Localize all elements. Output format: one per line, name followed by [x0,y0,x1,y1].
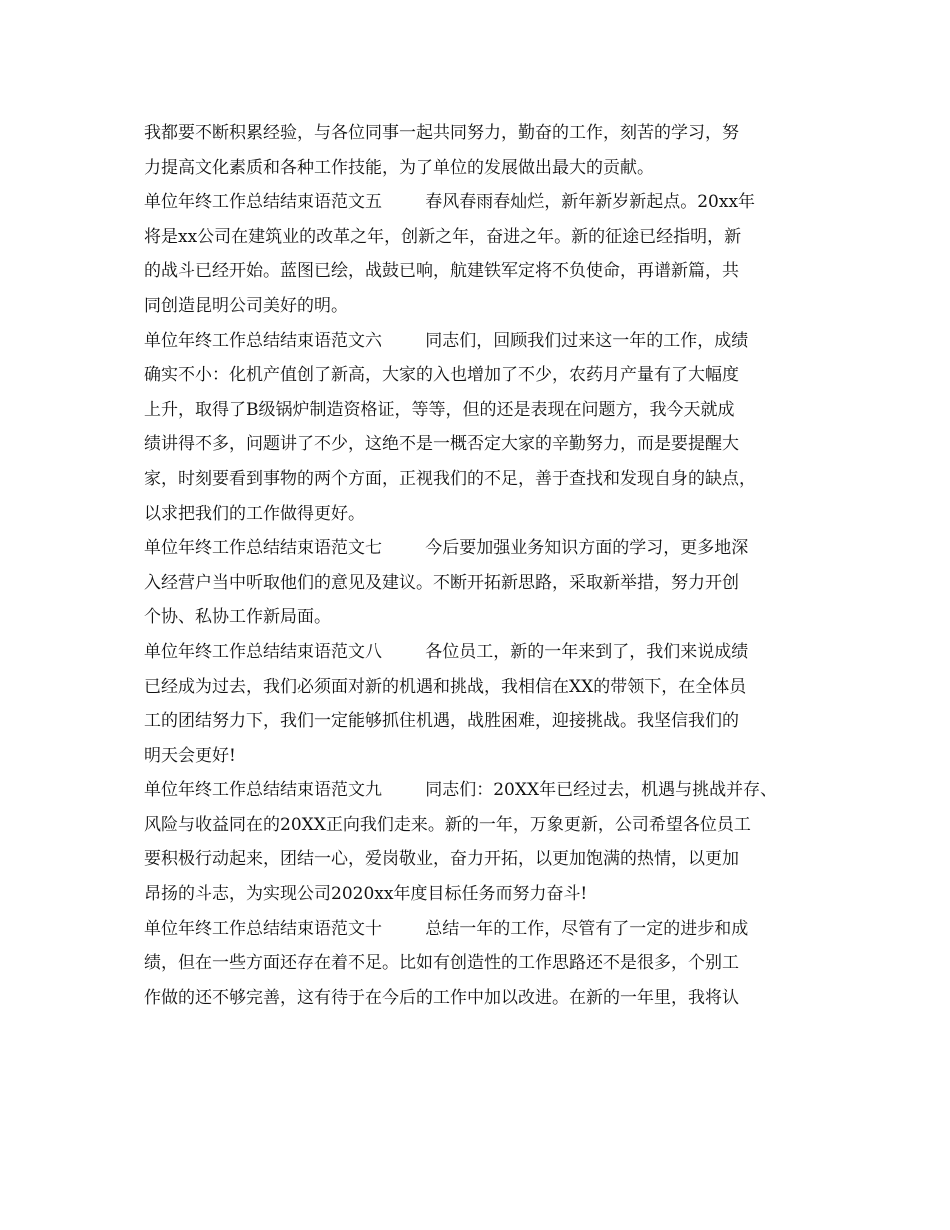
document-body-text [144,116,824,1015]
section-heading-line: 单位年终工作总结结束语范文七 今后要加强业务知识方面的学习，更多地深 [144,538,749,559]
text-line: 同创造昆明公司美好的明。 [144,295,348,316]
text-line: 力提高文化素质和各种工作技能，为了单位的发展做出最大的贡献。 [144,157,654,178]
text-line: 家，时刻要看到事物的两个方面，正视我们的不足，善于查找和发现自身的缺点， [144,468,756,489]
text-line: 将是xx公司在建筑业的改革之年，创新之年，奋进之年。新的征途已经指明，新 [144,226,742,247]
text-line: 的战斗已经开始。蓝图已绘，战鼓已响，航建铁军定将不负使命，再谱新篇，共 [144,261,739,282]
text-line: 绩，但在一些方面还存在着不足。比如有创造性的工作思路还不是很多，个别工 [144,953,739,974]
text-line: 要积极行动起来，团结一心，爱岗敬业，奋力开拓，以更加饱满的热情，以更加 [144,849,739,870]
text-line: 以求把我们的工作做得更好。 [144,503,365,524]
text-line: 入经营户当中听取他们的意见及建议。不断开拓新思路，采取新举措，努力开创 [144,572,739,593]
text-line: 我都要不断积累经验，与各位同事一起共同努力，勤奋的工作，刻苦的学习，努 [144,123,739,143]
section-heading-line: 单位年终工作总结结束语范文十 总结一年的工作，尽管有了一定的进步和成 [144,918,749,939]
text-line: 已经成为过去，我们必须面对新的机遇和挑战，我相信在XX的带领下，在全体员 [144,676,747,697]
section-heading-line: 单位年终工作总结结束语范文五 春风春雨春灿烂，新年新岁新起点。20xx年 [144,192,756,213]
text-line: 绩讲得不多，问题讲了不少，这绝不是一概否定大家的辛勤努力，而是要提醒大 [144,434,739,455]
text-line: 明天会更好! [144,745,236,766]
section-heading-line: 单位年终工作总结结束语范文八 各位员工，新的一年来到了，我们来说成绩 [144,641,749,662]
section-heading-line: 单位年终工作总结结束语范文六 同志们，回顾我们过来这一年的工作，成绩 [144,330,749,351]
text-line: 上升，取得了B级锅炉制造资格证，等等，但的还是表现在问题方，我今天就成 [144,399,735,420]
text-line: 风险与收益同在的20XX正向我们走来。新的一年，万象更新，公司希望各位员工 [144,814,751,835]
text-line: 个协、私协工作新局面。 [144,607,331,628]
text-line: 确实不小：化机产值创了新高，大家的入也增加了不少，农药月产量有了大幅度 [144,365,739,386]
text-line: 昂扬的斗志，为实现公司2020xx年度目标任务而努力奋斗! [144,884,588,905]
text-line: 工的团结努力下，我们一定能够抓住机遇，战胜困难，迎接挑战。我坚信我们的 [144,711,739,732]
text-line: 作做的还不够完善，这有待于在今后的工作中加以改进。在新的一年里，我将认 [144,987,739,1008]
section-heading-line: 单位年终工作总结结束语范文九 同志们：20XX年已经过去，机遇与挑战并存、 [144,780,778,801]
